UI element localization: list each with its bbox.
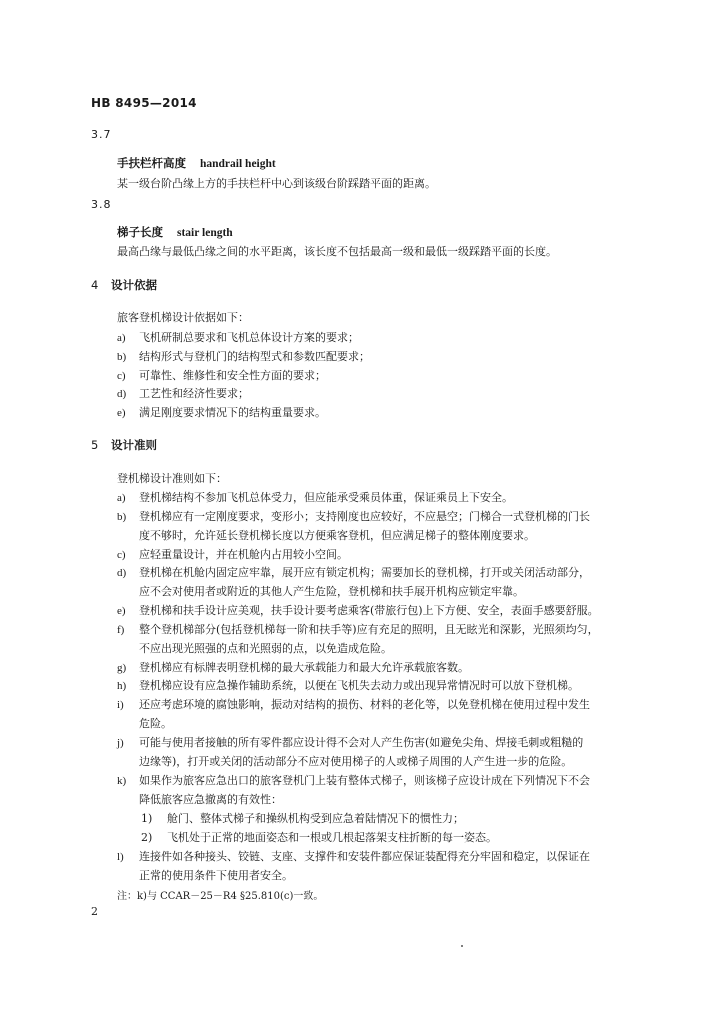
scan-speck [461,945,463,947]
term-title-stair-length [117,224,233,240]
list-item-l: l) 连接件如各种接头、铰链、支座、支撑件和安装件都应保证装配得充分牢固和稳定，以保证在 [117,850,590,863]
list-item-a: a) 登机梯结构不参加飞机总体受力，但应能承受乘员体重，保证乘员上下安全。 [117,491,513,504]
term-title-handrail-height [117,155,276,171]
page-number: 2 [91,905,98,918]
clause-number-3-7: 3.7 [91,128,112,141]
section-number: 4 [91,278,99,292]
term-en: handrail height [200,158,276,170]
sub-item-1: 1) 舱门、整体式梯子和操纵机构受到应急着陆情况下的惯性力； [141,812,464,825]
section-intro: 旅客登机梯设计依据如下： [117,311,249,324]
list-item: c) 可靠性、维修性和安全性方面的要求； [117,369,326,382]
list-item-b-continued: 度不够时，允许延长登机梯长度以方便乘客登机，但应满足梯子的整体刚度要求。 [139,529,535,542]
list-item-k: k) 如果作为旅客应急出口的旅客登机门上装有整体式梯子，则该梯子应设计成在下列情况下不会 [117,774,590,787]
list-item-h: h) 登机梯应设有应急操作辅助系统，以便在飞机失去动力或出现异常情况时可以放下登机梯。 [117,679,579,692]
list-item-l-continued: 正常的使用条件下使用者安全。 [139,869,293,882]
standard-code: HB 8495—2014 [91,96,197,110]
list-item-k-continued: 降低旅客应急撤离的有效性： [139,793,282,806]
list-item-f: f) 整个登机梯部分(包括登机梯每一阶和扶手等)应有充足的照明，且无眩光和深影，光照须均匀， [117,623,599,636]
list-item-d: d) 登机梯在机舱内固定应牢靠，展开应有锁定机构；需要加长的登机梯，打开或关闭活动部分， [117,566,590,579]
list-item: a) 飞机研制总要求和飞机总体设计方案的要求； [117,331,359,344]
section-title: 设计准则 [111,438,157,452]
list-item: e) 满足刚度要求情况下的结构重量要求。 [117,406,326,419]
list-item-b: b) 登机梯应有一定刚度要求，变形小；支持刚度也应较好，不应悬空；门梯合一式登机梯的门长 [117,510,590,523]
list-item-j: j) 可能与使用者接触的所有零件都应设计得不会对人产生伤害(如避免尖角、焊接毛刺或粗糙的 [117,736,584,749]
section-heading-4 [91,277,157,293]
term-cn: 梯子长度 [117,225,163,239]
clause-number-3-8: 3.8 [91,198,112,211]
section-heading-5 [91,437,157,453]
list-item-e: e) 登机梯和扶手设计应美观，扶手设计要考虑乘客(带旅行包)上下方便、安全，表面手感要舒服。 [117,604,599,617]
sub-item-2: 2) 飞机处于正常的地面姿态和一根或几根起落架支柱折断的每一姿态。 [141,831,497,844]
list-item-j-continued: 边缘等)，打开或关闭的活动部分不应对使用梯子的人或梯子周围的人产生进一步的危险。 [139,755,573,768]
term-definition: 某一级台阶凸缘上方的手扶栏杆中心到该级台阶踩踏平面的距离。 [117,177,436,190]
section-intro: 登机梯设计准则如下： [117,472,227,485]
section-number: 5 [91,438,99,452]
note: 注：k)与 CCAR－25－R4 §25.810(c)一致。 [117,891,324,902]
list-item-g: g) 登机梯应有标牌表明登机梯的最大承载能力和最大允许承载旅客数。 [117,661,469,674]
list-item-c: c) 应轻重量设计，并在机舱内占用较小空间。 [117,548,348,561]
list-item-i: i) 还应考虑环境的腐蚀影响，振动对结构的损伤、材料的老化等，以免登机梯在使用过程中发生 [117,698,590,711]
list-item: d) 工艺性和经济性要求； [117,387,249,400]
term-cn: 手扶栏杆高度 [117,156,186,170]
term-definition: 最高凸缘与最低凸缘之间的水平距离，该长度不包括最高一级和最低一级踩踏平面的长度。 [117,245,557,258]
list-item-i-continued: 危险。 [139,717,172,730]
section-title: 设计依据 [111,278,157,292]
list-item-f-continued: 不应出现光照强的点和光照弱的点，以免造成危险。 [139,642,392,655]
term-en: stair length [177,227,233,239]
list-item-d-continued: 应不会对使用者或附近的其他人产生危险，登机梯和扶手展开机构应锁定牢靠。 [139,585,524,598]
list-item: b) 结构形式与登机门的结构型式和参数匹配要求； [117,350,370,363]
